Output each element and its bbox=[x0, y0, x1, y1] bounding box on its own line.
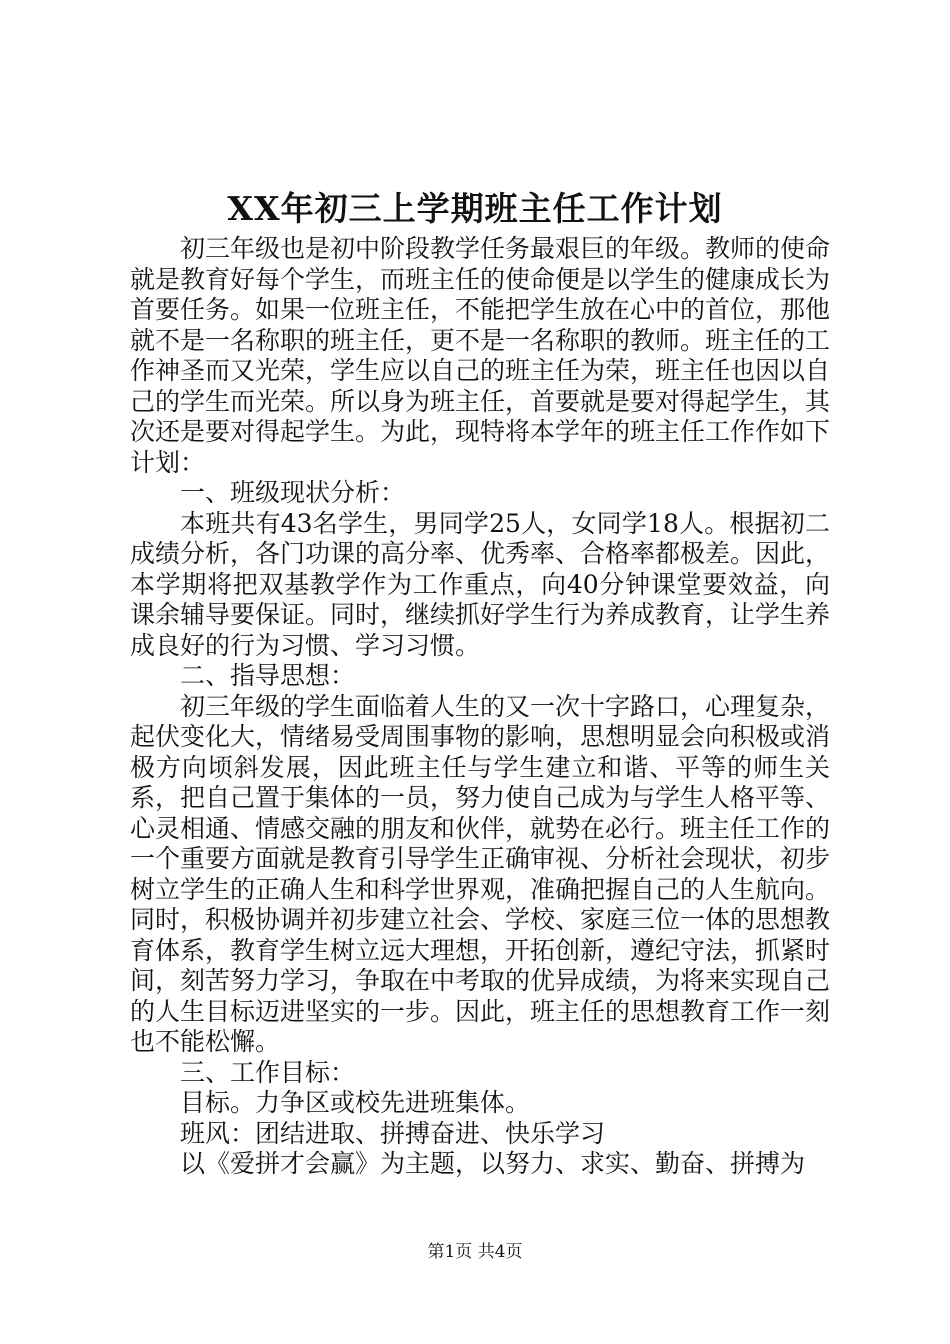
document-title: XX年初三上学期班主任工作计划 bbox=[227, 189, 723, 228]
guiding-thought-paragraph: 初三年级的学生面临着人生的又一次十字路口，心理复杂，起伏变化大，情绪易受周围事物的影响，思想明显会向积极或消极方向顷斜发展，因此班主任与学生建立和谐、平等的师生关系，把自己置于集体的一员，努力使自己成为与学生人格平等、心灵相通、情感交融的朋友和伙伴，就势在必行。班主任工作的一个重要方面就是教育引导学生正确审视、分析社会现状，初步树立学生的正确人生和科学世界观，准确把握自己的人生航向。同时，积极协调并初步建立社会、学校、家庭三位一体的思想教育体系，教育学生树立远大理想，开拓创新，遵纪守法，抓紧时间，刻苦努力学习，争取在中考取的优异成绩，为将来实现自己的人生目标迈进坚实的一步。因此，班主任的思想教育工作一刻也不能松懈。 bbox=[130, 691, 831, 1056]
goal-line: 目标。力争区或校先进班集体。 bbox=[180, 1088, 531, 1117]
intro-paragraph: 初三年级也是初中阶段教学任务最艰巨的年级。教师的使命就是教育好每个学生，而班主任的使命便是以学生的健康成长为首要任务。如果一位班主任，不能把学生放在心中的首位，那他就不是一名称职的班主任，更不是一名称职的教师。班主任的工作神圣而又光荣，学生应以自己的班主任为荣，班主任也因以自己的学生而光荣。所以身为班主任，首要就是要对得起学生，其次还是要对得起学生。为此，现特将本学年的班主任工作作如下计划： bbox=[130, 234, 831, 477]
theme-line: 以《爱拼才会赢》为主题，以努力、求实、勤奋、拼搏为 bbox=[180, 1149, 806, 1178]
document-body bbox=[130, 234, 830, 1180]
section-heading-guiding-thought: 二、指导思想： bbox=[180, 661, 356, 690]
class-status-paragraph: 本班共有43名学生，男同学25人，女同学18人。根据初二成绩分析，各门功课的高分率、优秀率、合格率都极差。因此，本学期将把双基教学作为工作重点，向40分钟课堂要效益，向课余辅导要保证。同时，继续抓好学生行为养成教育，让学生养成良好的行为习惯、学习习惯。 bbox=[130, 508, 831, 660]
page-number-footer: 第1页 共4页 bbox=[427, 1242, 523, 1262]
class-style-line: 班风：团结进取、拼搏奋进、快乐学习 bbox=[180, 1118, 606, 1148]
section-heading-class-status: 一、班级现状分析： bbox=[180, 478, 406, 507]
section-heading-work-goals: 三、工作目标： bbox=[180, 1057, 356, 1087]
